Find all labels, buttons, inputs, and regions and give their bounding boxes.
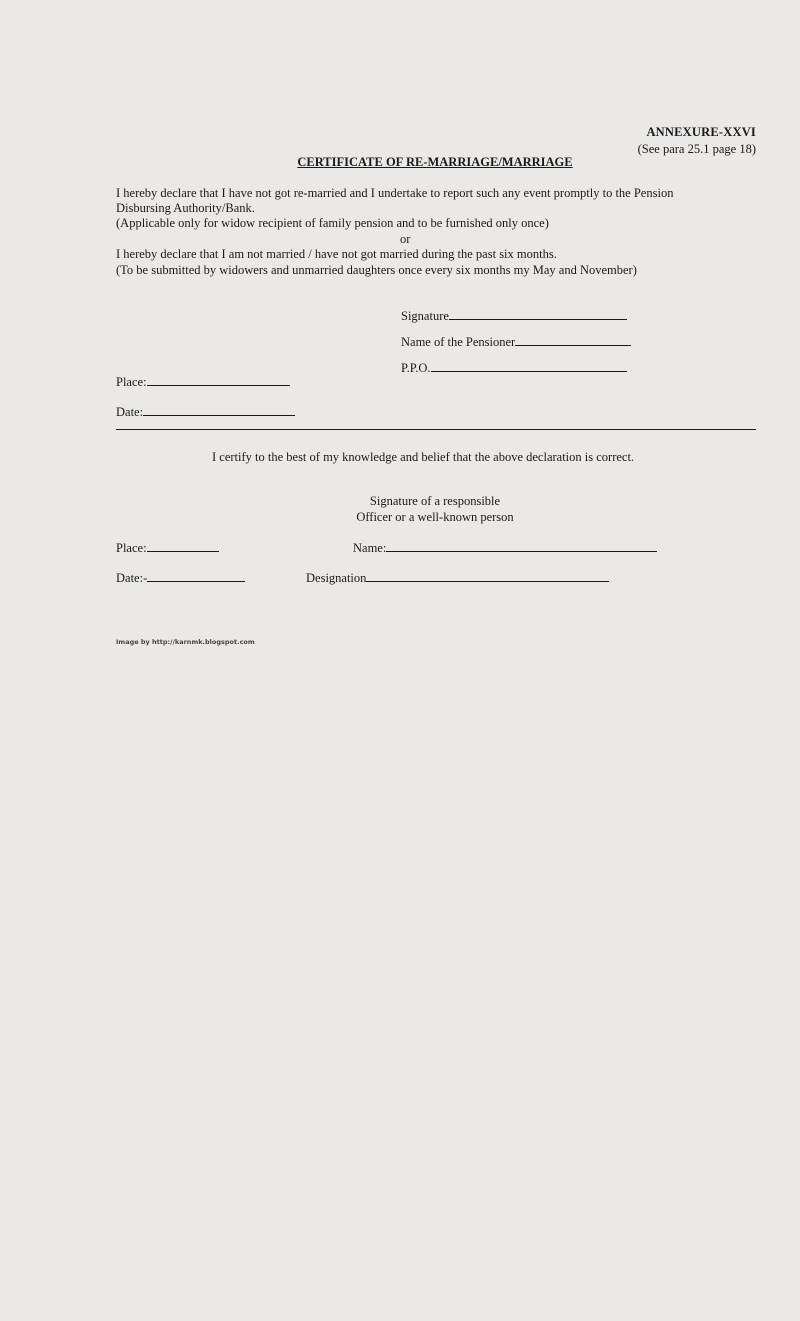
or-separator: or: [400, 232, 411, 246]
pensioner-name-label: Name of the Pensioner: [401, 335, 516, 349]
designation-label: Designation: [306, 571, 367, 585]
reference-note: (See para 25.1 page 18): [637, 142, 756, 156]
signature-label: Signature: [401, 309, 449, 323]
date-field[interactable]: [116, 404, 295, 420]
officer-signature-line-1: Signature of a responsible: [369, 494, 501, 508]
place-field[interactable]: [116, 374, 290, 390]
ppo-label: P.P.O.: [401, 361, 431, 375]
document-title: CERTIFICATE OF RE-MARRIAGE/MARRIAGE: [297, 155, 573, 169]
watermark-credit: Image by http://karnmk.blogspot.com: [116, 638, 255, 646]
signature-field[interactable]: [401, 308, 627, 324]
place-blank[interactable]: [147, 374, 290, 386]
declaration-line-2: Disbursing Authority/Bank.: [116, 201, 255, 215]
officer-signature-line-2: Officer or a well-known person: [356, 510, 514, 524]
officer-name-field[interactable]: [353, 540, 657, 556]
officer-name-label: Name:: [353, 541, 387, 555]
declaration-two: I hereby declare that I am not married / have not got married during the past six months.: [116, 247, 557, 261]
certification-statement: I certify to the best of my knowledge and belief that the above declaration is correct.: [212, 450, 635, 464]
date-blank[interactable]: [143, 404, 295, 416]
pensioner-name-blank[interactable]: [515, 334, 631, 346]
section-divider: [116, 429, 756, 430]
annexure-number: ANNEXURE-XXVI: [646, 125, 756, 139]
officer-place-label: Place:: [116, 541, 147, 555]
ppo-blank[interactable]: [431, 360, 627, 372]
ppo-field[interactable]: [401, 360, 627, 376]
officer-place-blank[interactable]: [147, 540, 219, 552]
officer-place-field[interactable]: [116, 540, 219, 556]
declaration-line-1: I hereby declare that I have not got re-married and I undertake to report such any event promptly to the Pension: [116, 186, 674, 200]
officer-date-blank[interactable]: [147, 570, 245, 582]
officer-name-blank[interactable]: [386, 540, 657, 552]
place-label: Place:: [116, 375, 147, 389]
widow-note: (Applicable only for widow recipient of family pension and to be furnished only once): [116, 216, 549, 230]
designation-field[interactable]: [306, 570, 609, 586]
pensioner-name-field[interactable]: [401, 334, 631, 350]
signature-blank[interactable]: [449, 308, 627, 320]
officer-date-field[interactable]: [116, 570, 245, 586]
officer-date-label: Date:-: [116, 571, 148, 585]
designation-blank[interactable]: [366, 570, 609, 582]
widower-note: (To be submitted by widowers and unmarried daughters once every six months my May and November): [116, 263, 637, 277]
date-label: Date:: [116, 405, 144, 419]
